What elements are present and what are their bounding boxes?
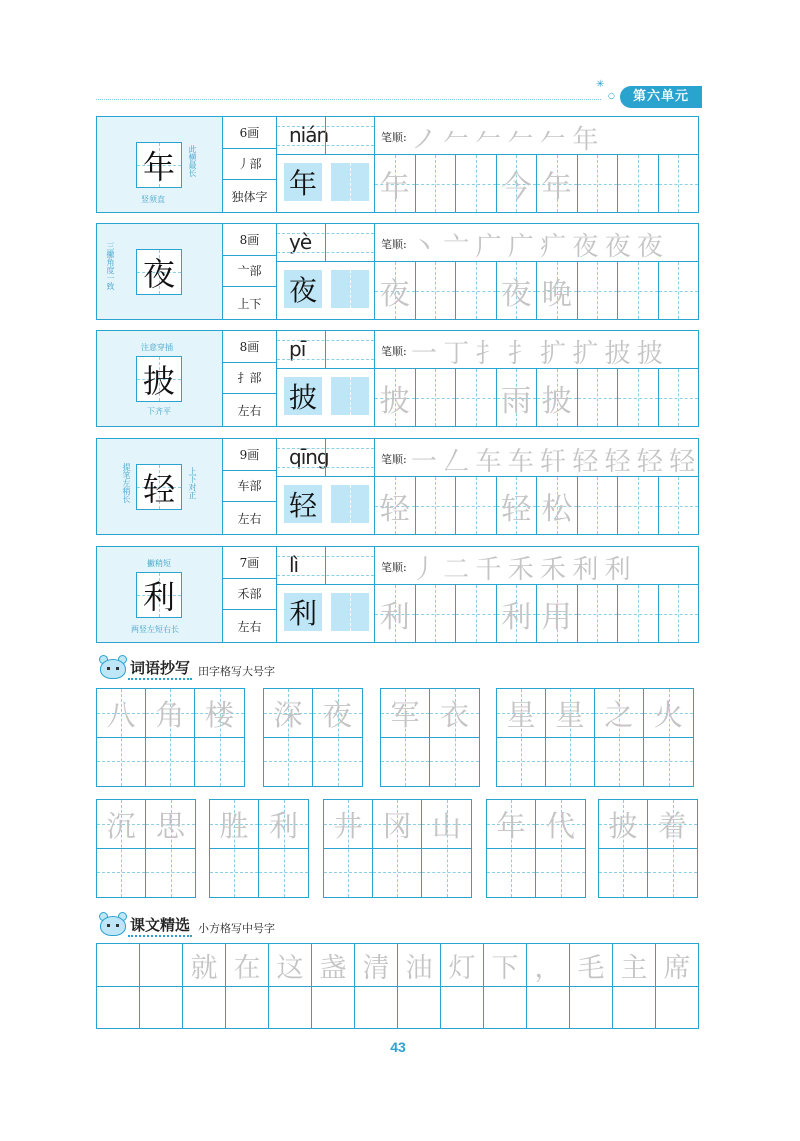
word-cell[interactable] bbox=[324, 800, 373, 897]
writing-tip: 两竖左短右长 bbox=[131, 625, 179, 634]
writing-tip: 此横最长 bbox=[188, 145, 197, 177]
practice-cell[interactable] bbox=[416, 369, 457, 426]
practice-cell[interactable] bbox=[659, 477, 699, 534]
practice-cell[interactable]: 夜 bbox=[497, 262, 538, 319]
model-character: 轻 bbox=[136, 464, 182, 510]
blank-highlight-cell[interactable] bbox=[331, 593, 369, 631]
trace-character: 星 bbox=[555, 698, 585, 732]
practice-cell[interactable] bbox=[578, 585, 619, 642]
pinyin: pī bbox=[289, 337, 306, 361]
writing-tip: 竖须直 bbox=[141, 195, 165, 204]
practice-grid[interactable] bbox=[375, 262, 698, 319]
structure: 左右 bbox=[237, 619, 262, 634]
word-cell[interactable] bbox=[422, 800, 471, 897]
word-group[interactable] bbox=[263, 688, 363, 787]
trace-character: 八 bbox=[106, 698, 136, 732]
passage-cell[interactable] bbox=[97, 944, 140, 1028]
practice-cell[interactable] bbox=[578, 155, 619, 212]
character-info bbox=[223, 439, 277, 534]
stroke-order-row bbox=[375, 331, 698, 369]
passage-cell[interactable] bbox=[183, 944, 226, 1028]
word-cell[interactable] bbox=[536, 800, 585, 897]
word-group[interactable] bbox=[209, 799, 309, 898]
passage-cell[interactable] bbox=[484, 944, 527, 1028]
blank-highlight-cell[interactable] bbox=[331, 270, 369, 308]
trace-character: 冈 bbox=[382, 809, 412, 843]
sparkle-icon: ○ bbox=[608, 91, 615, 100]
radical: 车部 bbox=[223, 471, 276, 503]
stroke-count: 7画 bbox=[223, 547, 276, 579]
character-info bbox=[223, 117, 277, 212]
character-block bbox=[96, 438, 699, 535]
character-block bbox=[96, 116, 699, 213]
word-group[interactable] bbox=[96, 799, 196, 898]
trace-character: 沉 bbox=[106, 809, 136, 843]
word-group[interactable] bbox=[380, 688, 480, 787]
stroke-order-label: 笔顺: bbox=[381, 561, 407, 574]
trace-character: 利 bbox=[268, 809, 298, 843]
highlight-character: 年 bbox=[284, 163, 322, 201]
trace-character: 年 bbox=[496, 809, 526, 843]
practice-grid[interactable] bbox=[375, 585, 698, 642]
stroke-order-label: 笔顺: bbox=[381, 453, 407, 466]
practice-cell[interactable]: 利 bbox=[375, 585, 416, 642]
highlight-character: 利 bbox=[284, 593, 322, 631]
word-group[interactable] bbox=[486, 799, 586, 898]
stroke-order-label: 笔顺: bbox=[381, 131, 407, 144]
pinyin-box bbox=[277, 224, 375, 262]
highlight-character: 夜 bbox=[284, 270, 322, 308]
practice-cell[interactable] bbox=[416, 477, 457, 534]
stroke-count: 9画 bbox=[223, 439, 276, 471]
character-info bbox=[223, 547, 277, 642]
passage-cell[interactable] bbox=[226, 944, 269, 1028]
character-panel bbox=[97, 224, 223, 319]
radical: 禾部 bbox=[223, 579, 276, 611]
word-cell[interactable] bbox=[381, 689, 430, 786]
passage-cell[interactable] bbox=[398, 944, 441, 1028]
highlight-cells bbox=[277, 155, 375, 212]
trace-character: 夜 bbox=[322, 698, 352, 732]
stroke-order: 丿 二 千 禾 禾 利 利 bbox=[411, 555, 630, 585]
character-info bbox=[223, 331, 277, 426]
model-character: 年 bbox=[136, 142, 182, 188]
trace-character: 席 bbox=[663, 953, 691, 984]
radical: 扌部 bbox=[223, 363, 276, 395]
practice-cell[interactable] bbox=[618, 155, 659, 212]
word-cell[interactable] bbox=[313, 689, 362, 786]
practice-cell[interactable] bbox=[456, 585, 497, 642]
practice-cell[interactable] bbox=[618, 262, 659, 319]
word-cell[interactable] bbox=[146, 689, 195, 786]
passage-cell[interactable] bbox=[441, 944, 484, 1028]
word-cell[interactable] bbox=[373, 800, 422, 897]
trace-character: 胜 bbox=[219, 809, 249, 843]
stroke-order: 一 丁 扌 扌 扩 扩 披 披 bbox=[411, 339, 662, 369]
trace-character: 之 bbox=[604, 698, 634, 732]
trace-character: ， bbox=[534, 953, 562, 984]
practice-cell[interactable]: 利 bbox=[497, 585, 538, 642]
practice-cell[interactable] bbox=[416, 585, 457, 642]
pinyin: lì bbox=[289, 553, 299, 577]
character-panel bbox=[97, 439, 223, 534]
practice-cell[interactable] bbox=[416, 155, 457, 212]
practice-cell[interactable]: 轻 bbox=[375, 477, 416, 534]
practice-cell[interactable]: 披 bbox=[375, 369, 416, 426]
radical: 亠部 bbox=[223, 256, 276, 288]
model-character: 利 bbox=[136, 572, 182, 618]
trace-character: 披 bbox=[608, 809, 638, 843]
practice-cell[interactable]: 披 bbox=[537, 369, 578, 426]
word-cell[interactable] bbox=[595, 689, 644, 786]
practice-cell[interactable] bbox=[578, 369, 619, 426]
radical: 丿部 bbox=[223, 149, 276, 181]
structure: 独体字 bbox=[231, 189, 268, 204]
pinyin: qīng bbox=[289, 445, 329, 469]
panda-mascot-icon bbox=[96, 912, 130, 938]
trace-character: 盏 bbox=[319, 953, 347, 984]
word-group[interactable] bbox=[496, 688, 694, 787]
stroke-order-row bbox=[375, 224, 698, 262]
word-cell[interactable] bbox=[487, 800, 536, 897]
trace-character: 在 bbox=[233, 953, 261, 984]
practice-cell[interactable] bbox=[618, 477, 659, 534]
passage-grid[interactable] bbox=[96, 943, 699, 1029]
trace-character: 主 bbox=[620, 953, 648, 984]
structure: 左右 bbox=[237, 511, 262, 526]
word-cell[interactable] bbox=[259, 800, 308, 897]
trace-character: 代 bbox=[545, 809, 575, 843]
passage-cell[interactable] bbox=[140, 944, 183, 1028]
words-section-title bbox=[96, 655, 275, 681]
highlight-cells bbox=[277, 369, 375, 426]
practice-cell[interactable]: 轻 bbox=[497, 477, 538, 534]
stroke-order-label: 笔顺: bbox=[381, 238, 407, 251]
practice-grid[interactable] bbox=[375, 369, 698, 426]
word-cell[interactable] bbox=[264, 689, 313, 786]
trace-character: 这 bbox=[276, 953, 304, 984]
trace-character bbox=[97, 944, 139, 987]
word-cell[interactable] bbox=[648, 800, 697, 897]
blank-highlight-cell[interactable] bbox=[331, 163, 369, 201]
highlight-cells bbox=[277, 477, 375, 534]
word-cell[interactable] bbox=[497, 689, 546, 786]
practice-cell[interactable] bbox=[456, 477, 497, 534]
word-cell[interactable] bbox=[97, 800, 146, 897]
sparkle-icon: ✳ bbox=[596, 79, 605, 90]
model-character: 夜 bbox=[136, 249, 182, 295]
panda-mascot-icon bbox=[96, 655, 130, 681]
unit-tab: 第六单元 bbox=[620, 86, 702, 108]
practice-cell[interactable] bbox=[618, 369, 659, 426]
highlight-character: 披 bbox=[284, 377, 322, 415]
trace-character: 思 bbox=[155, 809, 185, 843]
writing-tip: 提笔左稍长 bbox=[122, 463, 131, 503]
stroke-order-row bbox=[375, 439, 698, 477]
trace-character: 井 bbox=[333, 809, 363, 843]
practice-cell[interactable] bbox=[578, 477, 619, 534]
model-character: 披 bbox=[136, 356, 182, 402]
stroke-count: 6画 bbox=[223, 117, 276, 149]
practice-cell[interactable] bbox=[659, 585, 699, 642]
word-cell[interactable] bbox=[644, 689, 693, 786]
stroke-order-row bbox=[375, 547, 698, 585]
practice-cell[interactable] bbox=[659, 369, 699, 426]
practice-cell[interactable] bbox=[659, 262, 699, 319]
pinyin: nián bbox=[289, 123, 329, 147]
word-cell[interactable] bbox=[195, 689, 244, 786]
practice-cell[interactable]: 年 bbox=[375, 155, 416, 212]
writing-tip: 三撇角度一致 bbox=[106, 242, 115, 290]
stroke-count: 8画 bbox=[223, 224, 276, 256]
passage-cell[interactable] bbox=[269, 944, 312, 1028]
practice-cell[interactable]: 今 bbox=[497, 155, 538, 212]
word-cell[interactable] bbox=[430, 689, 479, 786]
stroke-order: 丶 亠 广 广 疒 夜 夜 夜 bbox=[411, 232, 662, 262]
passage-cell[interactable] bbox=[613, 944, 656, 1028]
blank-highlight-cell[interactable] bbox=[331, 485, 369, 523]
page-number: 43 bbox=[383, 1039, 413, 1057]
passage-cell[interactable] bbox=[355, 944, 398, 1028]
structure: 左右 bbox=[237, 403, 262, 418]
writing-tip: 注意穿插 bbox=[141, 343, 173, 352]
pinyin-box bbox=[277, 117, 375, 155]
passage-cell[interactable] bbox=[527, 944, 570, 1028]
character-panel bbox=[97, 547, 223, 642]
stroke-order-row bbox=[375, 117, 698, 155]
trace-character: 星 bbox=[506, 698, 536, 732]
practice-grid[interactable] bbox=[375, 477, 698, 534]
pinyin-box bbox=[277, 331, 375, 369]
word-group[interactable] bbox=[598, 799, 698, 898]
trace-character: 下 bbox=[491, 953, 519, 984]
highlight-character: 轻 bbox=[284, 485, 322, 523]
character-block bbox=[96, 546, 699, 643]
pinyin-box bbox=[277, 439, 375, 477]
word-cell[interactable] bbox=[210, 800, 259, 897]
passage-cell[interactable] bbox=[312, 944, 355, 1028]
stroke-order: 一 𠃋 车 车 轩 轻 轻 轻 轻 bbox=[411, 447, 695, 477]
character-panel bbox=[97, 117, 223, 212]
section-subtitle: 田字格写大号字 bbox=[198, 665, 276, 678]
stroke-count: 8画 bbox=[223, 331, 276, 363]
practice-cell[interactable] bbox=[659, 155, 699, 212]
header-dotted-line bbox=[96, 99, 601, 100]
practice-cell[interactable]: 晚 bbox=[537, 262, 578, 319]
stroke-order-label: 笔顺: bbox=[381, 345, 407, 358]
writing-tip: 撇稍短 bbox=[147, 559, 171, 568]
trace-character bbox=[140, 944, 182, 987]
trace-character: 就 bbox=[190, 953, 218, 984]
word-cell[interactable] bbox=[546, 689, 595, 786]
trace-character: 毛 bbox=[577, 953, 605, 984]
word-group[interactable] bbox=[96, 688, 245, 787]
trace-character: 角 bbox=[155, 698, 185, 732]
trace-character: 深 bbox=[273, 698, 303, 732]
trace-character: 灯 bbox=[448, 953, 476, 984]
trace-character: 油 bbox=[405, 953, 433, 984]
blank-highlight-cell[interactable] bbox=[331, 377, 369, 415]
highlight-cells bbox=[277, 585, 375, 642]
passage-section-title bbox=[96, 912, 275, 938]
trace-character: 着 bbox=[657, 809, 687, 843]
trace-character: 火 bbox=[653, 698, 683, 732]
trace-character: 军 bbox=[390, 698, 420, 732]
practice-cell[interactable] bbox=[578, 262, 619, 319]
trace-character: 清 bbox=[362, 953, 390, 984]
practice-cell[interactable] bbox=[456, 262, 497, 319]
passage-cell[interactable] bbox=[570, 944, 613, 1028]
character-info bbox=[223, 224, 277, 319]
practice-cell[interactable] bbox=[456, 155, 497, 212]
character-block bbox=[96, 330, 699, 427]
writing-tip: 上下对正 bbox=[188, 467, 197, 499]
section-title: 课文精选 bbox=[128, 914, 192, 937]
practice-cell[interactable]: 夜 bbox=[375, 262, 416, 319]
stroke-order: ノ 𠂉 𠂉 𠂉 𠂉 年 bbox=[411, 125, 598, 155]
practice-cell[interactable]: 年 bbox=[537, 155, 578, 212]
practice-cell[interactable] bbox=[416, 262, 457, 319]
pinyin: yè bbox=[289, 230, 312, 254]
section-subtitle: 小方格写中号字 bbox=[198, 922, 276, 935]
word-group[interactable] bbox=[323, 799, 472, 898]
writing-tip: 下齐平 bbox=[147, 407, 171, 416]
character-panel bbox=[97, 331, 223, 426]
practice-cell[interactable]: 松 bbox=[537, 477, 578, 534]
character-block bbox=[96, 223, 699, 320]
passage-cell[interactable] bbox=[656, 944, 698, 1028]
trace-character: 山 bbox=[431, 809, 461, 843]
practice-cell[interactable] bbox=[456, 369, 497, 426]
practice-cell[interactable]: 雨 bbox=[497, 369, 538, 426]
trace-character: 楼 bbox=[204, 698, 234, 732]
word-cell[interactable] bbox=[146, 800, 195, 897]
section-title: 词语抄写 bbox=[128, 657, 192, 680]
highlight-cells bbox=[277, 262, 375, 319]
practice-cell[interactable] bbox=[618, 585, 659, 642]
structure: 上下 bbox=[237, 296, 262, 311]
practice-grid[interactable] bbox=[375, 155, 698, 212]
trace-character: 衣 bbox=[439, 698, 469, 732]
practice-cell[interactable]: 用 bbox=[537, 585, 578, 642]
word-cell[interactable] bbox=[599, 800, 648, 897]
word-cell[interactable] bbox=[97, 689, 146, 786]
pinyin-box bbox=[277, 547, 375, 585]
